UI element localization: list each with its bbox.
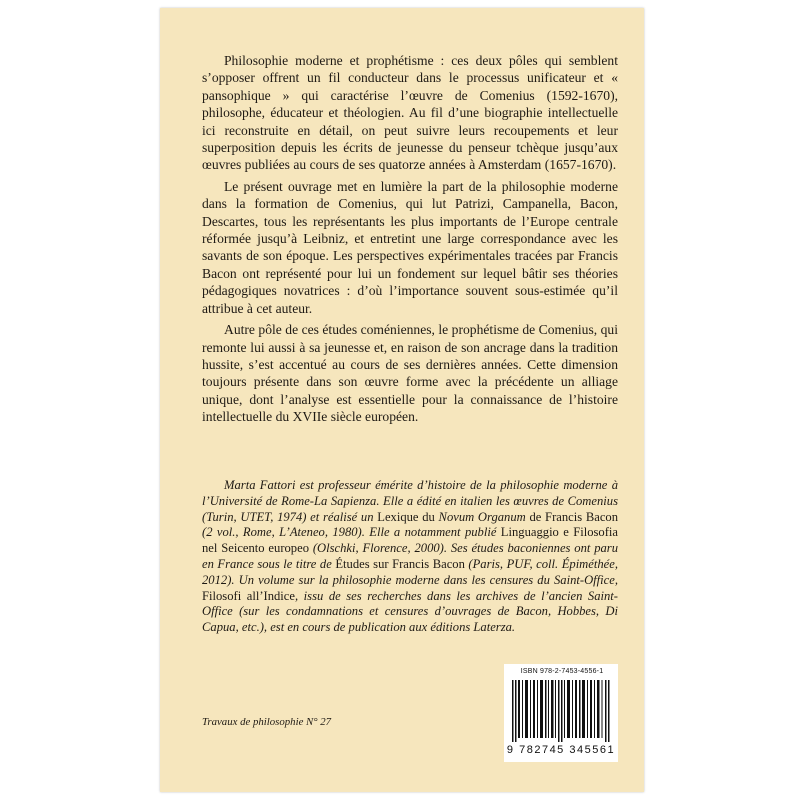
bio-title: Lexique du [377, 509, 435, 524]
bio-text: , issu de ses recherches dans les archives de l’ancien Saint-Office (sur les condamnations et censures d’ouvrages de Bacon, Hobbes, Di Capua, etc.), est en cours de publication aux éditions Laterza. [202, 588, 618, 635]
bio-title: Linguaggio e Filosofia nel Seicento europeo [202, 525, 618, 556]
isbn-digits: 9 782745 345561 [506, 744, 616, 756]
description-paragraph-1: Philosophie moderne et prophétisme : ces deux pôles qui semblent s’opposer offrent un fil conducteur dans le processus unificateur et « pansophique » qui caractérise l’œuvre de Comenius (1592-1670), philosophe, éducateur et théologien. Au fil d’une biographie intellectuelle ici reconstruite en détail, on peut suivre leurs recoupements et leur superposition depuis les écrits de jeunesse du penseur tchèque jusqu’aux œuvres publiées au cours de ses quatorze années à Amsterdam (1657-1670). [202, 53, 618, 173]
description-paragraph-3: Autre pôle de ces études coméniennes, le prophétisme de Comenius, qui remonte lui aussi à sa jeunesse et, en raison de son ancrage dans la tradition hussite, s’est accentué au cours de ses dernières années. Cette dimension toujours présente dans son œuvre forme avec la précédente un alliage unique, dont l’analyse est essentielle pour la connaissance de l’histoire intellectuelle du XVIIe siècle européen. [202, 322, 618, 425]
isbn-barcode-block [504, 664, 618, 762]
barcode-icon [512, 680, 610, 742]
series-label: Travaux de philosophie N° 27 [202, 716, 332, 728]
bio-title: Novum Organum [438, 509, 526, 524]
bio-text: Marta Fattori est professeur émérite d’histoire de la philosophie moderne à l’Université de Rome-La Sapienza. Elle a édité en italien les œuvres de Comenius (Turin, UTET, 1974) et réalisé un [202, 478, 618, 524]
bio-text: (2 vol., Rome, L’Ateneo, 1980). Elle a notamment publié [202, 525, 501, 540]
bio-text: (Olschki, Florence, 2000). Ses études baconiennes ont paru en France sous le titre de [202, 541, 618, 571]
bio-title: de Francis Bacon [529, 509, 619, 524]
description-paragraph-2: Le présent ouvrage met en lumière la part de la philosophie moderne dans la formation de Comenius, qui lut Patrizi, Campanella, Bacon, Descartes, tous les représentants les plus importants de l’Europe centrale réformée jusqu’à Leibniz, et entretint une large correspondance avec les savants de son époque. Les perspectives expérimentales tracées par Francis Bacon ont représenté pour lui un fondement sur lequel bâtir ses théories pédagogiques novatrices : d’où l’importance souvent sous-estimée qu’il attribue à cet auteur. [202, 178, 618, 316]
bio-text: (Paris, PUF, coll. Épiméthée, 2012). Un volume sur la philosophie moderne dans les censures du Saint-Office, [202, 556, 618, 587]
description [202, 52, 618, 430]
bio-title: Études sur Francis Bacon [335, 556, 465, 571]
book-back-cover [160, 8, 644, 792]
author-biography [202, 478, 618, 636]
isbn-label: ISBN 978-2-7453-4556-1 [520, 668, 604, 675]
bio-title: Filosofi all’Indice [202, 588, 295, 603]
